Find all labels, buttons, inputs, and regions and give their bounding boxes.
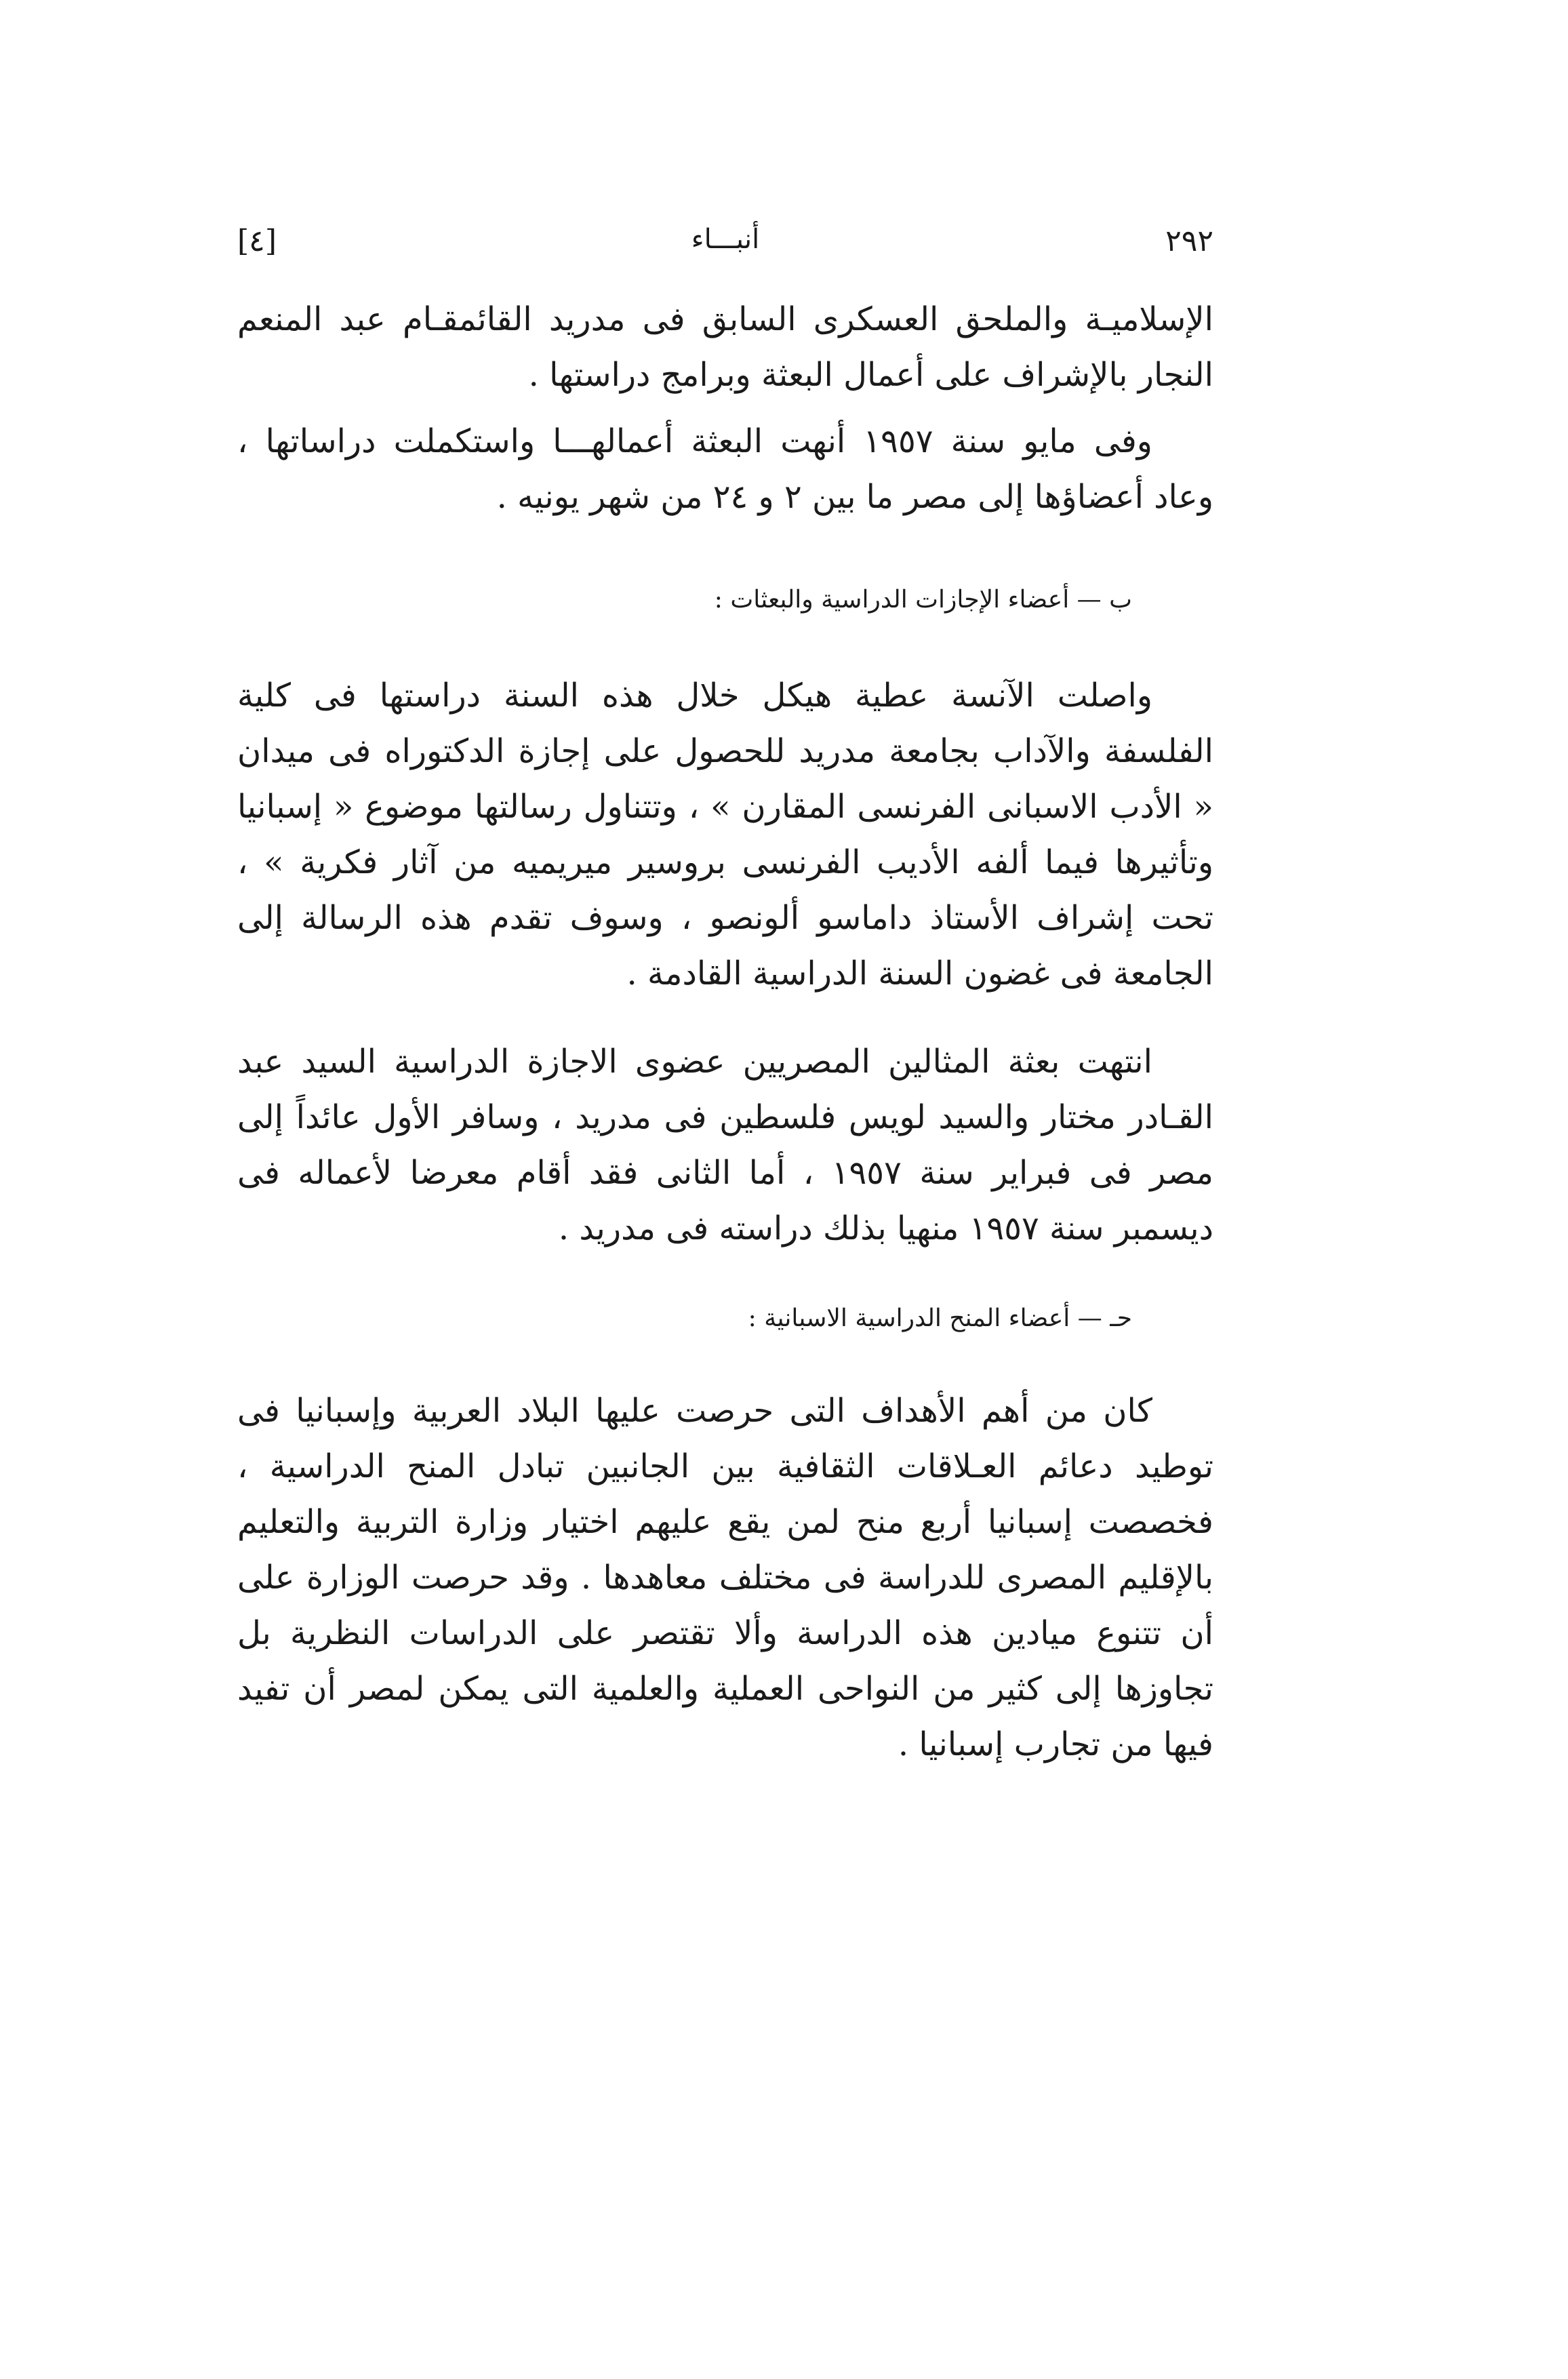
paragraph-continuation xyxy=(237,292,1213,403)
page-number: ٢٩٢ xyxy=(1165,224,1213,258)
paragraph-text: انتهت بعثة المثالين المصريين عضوى الاجازة الدراسية السيد عبد القـادر مختار والسيد لويس فلسطين فى مدريد ، وسافر الأول عائداً إلى مصر فى فبراير سنة ١٩٥٧ ، أما الثانى فقد أقام معرضا لأعماله فى ديسمبر سنة ١٩٥٧ منهيا بذلك دراسته فى مدريد . xyxy=(237,1043,1213,1247)
paragraph-grants xyxy=(237,1383,1213,1772)
paragraph-atiya-haikal xyxy=(237,668,1213,1001)
section-tag: [٤] xyxy=(237,224,277,258)
paragraph-text: كان من أهم الأهداف التى حرصت عليها البلاد العربية وإسبانيا فى توطيد دعائم العـلاقات الثقافية بين الجانبين تبادل المنح الدراسية ، فخصصت إسبانيا أربع منح لمن يقع عليهم اختيار وزارة التربية والتعليم بالإقليم المصرى للدراسة فى مختلف معاهدها . وقد حرصت الوزارة على أن تتنوع ميادين هذه الدراسة وألا تقتصر على الدراسات النظرية بل تجاوزها إلى كثير من النواحى العملية والعلمية التى يمكن لمصر أن تفيد فيها من تجارب إسبانيا . xyxy=(237,1392,1213,1763)
subheading-study-leaves: ب — أعضاء الإجازات الدراسية والبعثات : xyxy=(714,586,1132,614)
page-header xyxy=(237,224,1213,264)
paragraph-text: الإسلاميـة والملحق العسكرى السابق فى مدريد القائمقـام عبد المنعم النجار بالإشراف على أعمال البعثة وبرامج دراستها . xyxy=(237,300,1213,394)
paragraph-mission-end xyxy=(237,414,1213,525)
running-title: أنبـــاء xyxy=(691,224,760,255)
paragraph-text: وفى مايو سنة ١٩٥٧ أنهت البعثة أعمالهـــا واستكملت دراساتها ، وعاد أعضاؤها إلى مصر ما بين ٢ و ٢٤ من شهر يونيه . xyxy=(237,422,1213,516)
paragraph-text: واصلت الآنسة عطية هيكل خلال هذه السنة دراستها فى كلية الفلسفة والآداب بجامعة مدريد للحصول على إجازة الدكتوراه فى ميدان « الأدب الاسبانى الفرنسى المقارن » ، وتتناول رسالتها موضوع « إسبانيا وتأثيرها فيما ألفه الأديب الفرنسى بروسير ميريميه من آثار فكرية » ، تحت إشراف الأستاذ داماسو ألونصو ، وسوف تقدم هذه الرسالة إلى الجامعة فى غضون السنة الدراسية القادمة . xyxy=(237,677,1213,993)
subheading-spanish-grants: حـ — أعضاء المنح الدراسية الاسبانية : xyxy=(748,1304,1132,1332)
paragraph-sculptors-mission xyxy=(237,1034,1213,1256)
